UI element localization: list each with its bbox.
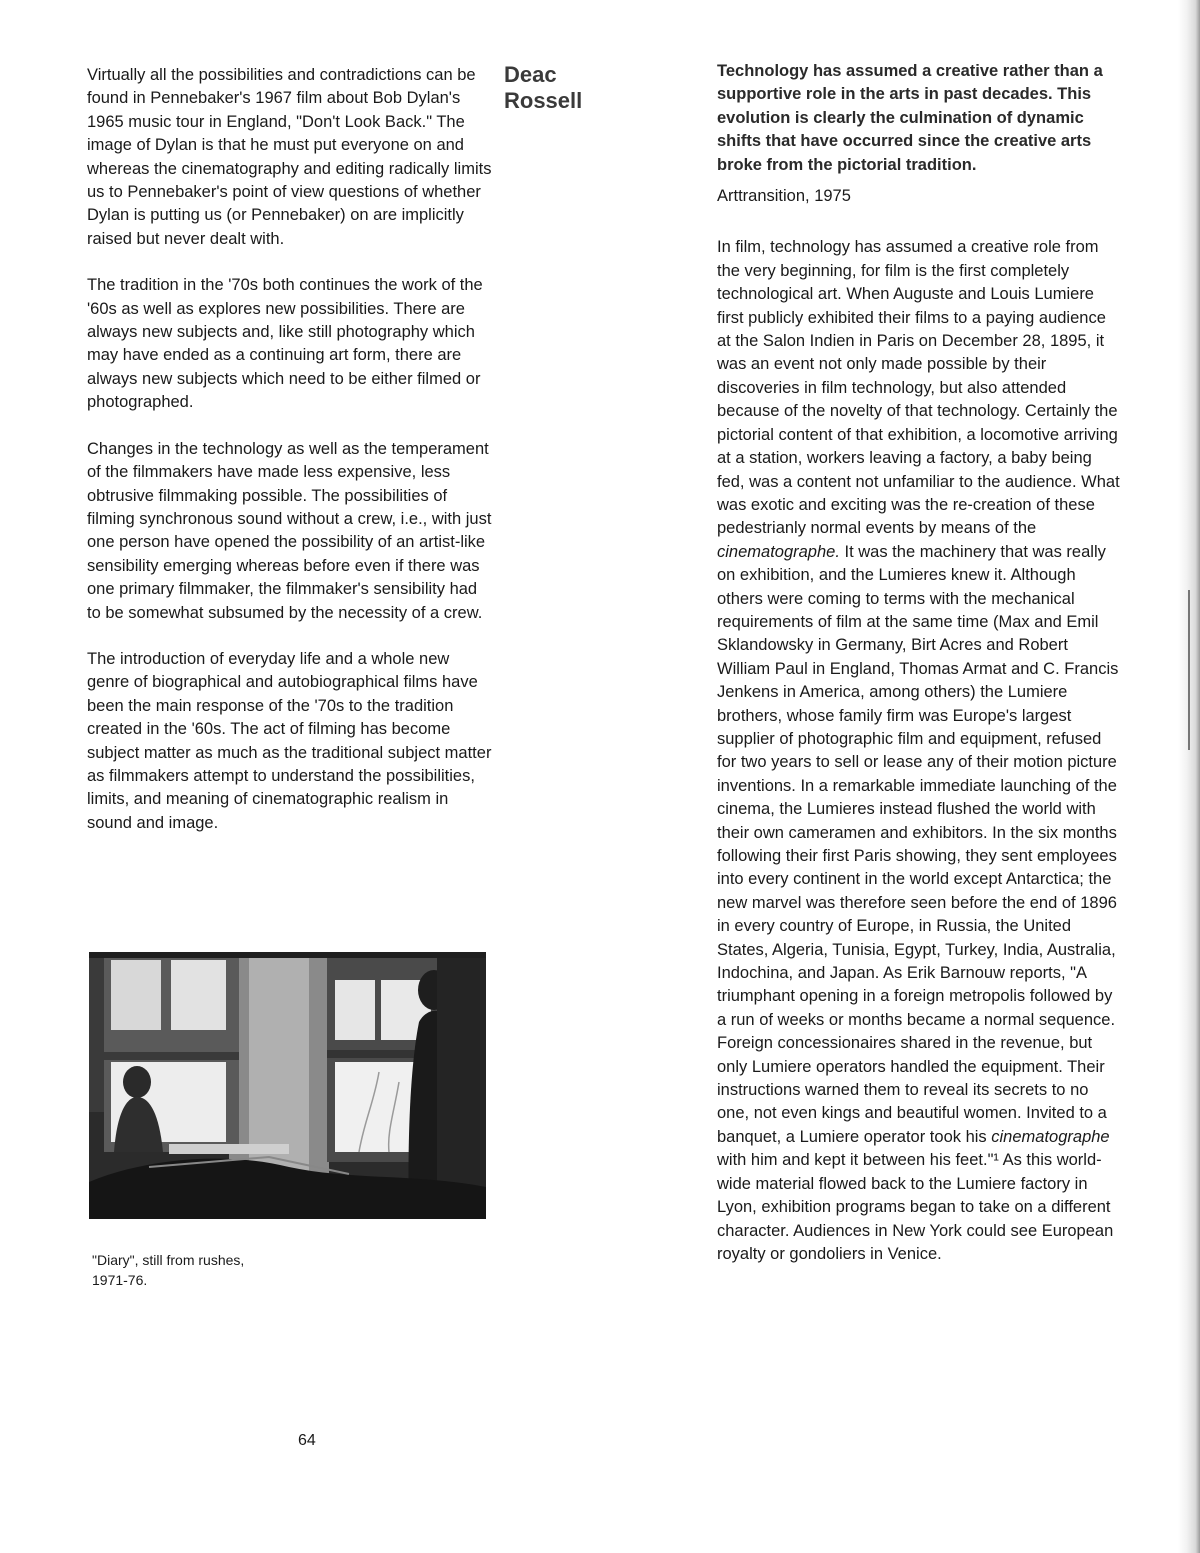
body-italic: cinematographe <box>991 1127 1110 1146</box>
right-text-column <box>717 60 1122 1266</box>
author-first-name: Deac <box>504 62 557 87</box>
page-edge-mark <box>1188 590 1190 750</box>
paragraph: Changes in the technology as well as the temperament of the filmmakers have made less expensive, less obtrusive filmmaking possible. The possibilities of filming synchronous sound without a crew, i.e., with just one person have opened the possibility of an artist-like sensibility emerging whereas before even if there was one primary filmmaker, the filmmaker's sensibility had to be somewhat subsumed by the necessity of a crew. <box>87 439 492 622</box>
paragraph: The introduction of everyday life and a whole new genre of biographical and autobiographical films have been the main response of the '70s to the tradition created in the '60s. The act of filming has become subject matter as much as the traditional subject matter as filmmakers attempt to understand the possibilities, limits, and meaning of cinematographic realism in sound and image. <box>87 649 492 832</box>
left-text-column <box>87 64 492 858</box>
paragraph: The tradition in the '70s both continues the work of the '60s as well as explores new possibilities. There are always new subjects and, like still photography which may have ended as a continuing art form, there are always new subjects which need to be either filmed or photographed. <box>87 276 483 412</box>
film-still-photo <box>89 952 486 1219</box>
epigraph: Technology has assumed a creative rather than a supportive role in the arts in past decades. This evolution is clearly the culmination of dynamic shifts that have occurred since the creative arts broke from the pictorial tradition. <box>717 62 1103 174</box>
page-number: 64 <box>298 1432 316 1449</box>
body-italic: cinematographe. <box>717 542 840 561</box>
author-last-name: Rossell <box>504 88 583 113</box>
page-edge-shadow <box>1178 0 1200 1553</box>
body-text: It was the machinery that was really on exhibition, and the Lumieres knew it. Although others were coming to terms with the mechanical requirements of film at the same time (Max and Emil Sklandowsky in Germany, Birt Acres and Robert William Paul in England, Thomas Armat and C. Francis Jenkens in America, among others) the Lumiere brothers, whose family firm was Europe's largest supplier of photographic film and equipment, refused for two years to sell or lease any of their motion picture inventions. In a remarkable immediate launching of the cinema, the Lumieres instead flushed the world with their own cameramen and exhibitors. In the six months following their first Paris showing, they sent employees into every continent in the world except Antarctica; the new marvel was therefore seen before the end of 1896 in every country of Europe, in Russia, the United States, Algeria, Tunisia, Egypt, Turkey, India, Australia, Indochina, and Japan. As Erik Barnouw reports, "A triumphant opening in a foreign metropolis followed by a run of weeks or months became a normal sequence. Foreign concessionaires shared in the revenue, but only Lumiere operators handled the equipment. Their instructions warned them to reveal its secrets to no one, not even kings and beautiful women. Invited to a banquet, a Lumiere operator took his <box>717 542 1119 1146</box>
author-name <box>504 62 614 114</box>
photo-caption <box>92 1250 332 1290</box>
film-still-image <box>89 952 486 1219</box>
caption-line: 1971-76. <box>92 1272 148 1288</box>
body-text: In film, technology has assumed a creative role from the very beginning, for film is the first completely technological art. When Auguste and Louis Lumiere first publicly exhibited their films to a paying audience at the Salon Indien in Paris on December 28, 1895, it was an event not only made possible by their discoveries in film technology, but also attended because of the novelty of that technology. Certainly the pictorial content of that exhibition, a locomotive arriving at a station, workers leaving a factory, a baby being fed, was a content not unfamiliar to the audience. What was exotic and exciting was the re-creation of these pedestrianly normal events by means of the <box>717 238 1120 538</box>
paragraph: Virtually all the possibilities and contradictions can be found in Pennebaker's 1967 film about Bob Dylan's 1965 music tour in England, "Don't Look Back." The image of Dylan is that he must put everyone on and whereas the cinematography and editing radically limits us to Pennebaker's point of view questions of whether Dylan is putting us (or Pennebaker) on are implicitly raised but never dealt with. <box>87 66 492 248</box>
epigraph-source: Arttransition, 1975 <box>717 187 851 206</box>
body-text: with him and kept it between his feet."¹ As this world-wide material flowed back to the Lumiere factory in Lyon, exhibition programs began to take on a different character. Audiences in New York could see European royalty or gondoliers in Venice. <box>717 1151 1114 1263</box>
body-paragraph <box>717 236 1122 1266</box>
caption-line: "Diary", still from rushes, <box>92 1252 245 1268</box>
